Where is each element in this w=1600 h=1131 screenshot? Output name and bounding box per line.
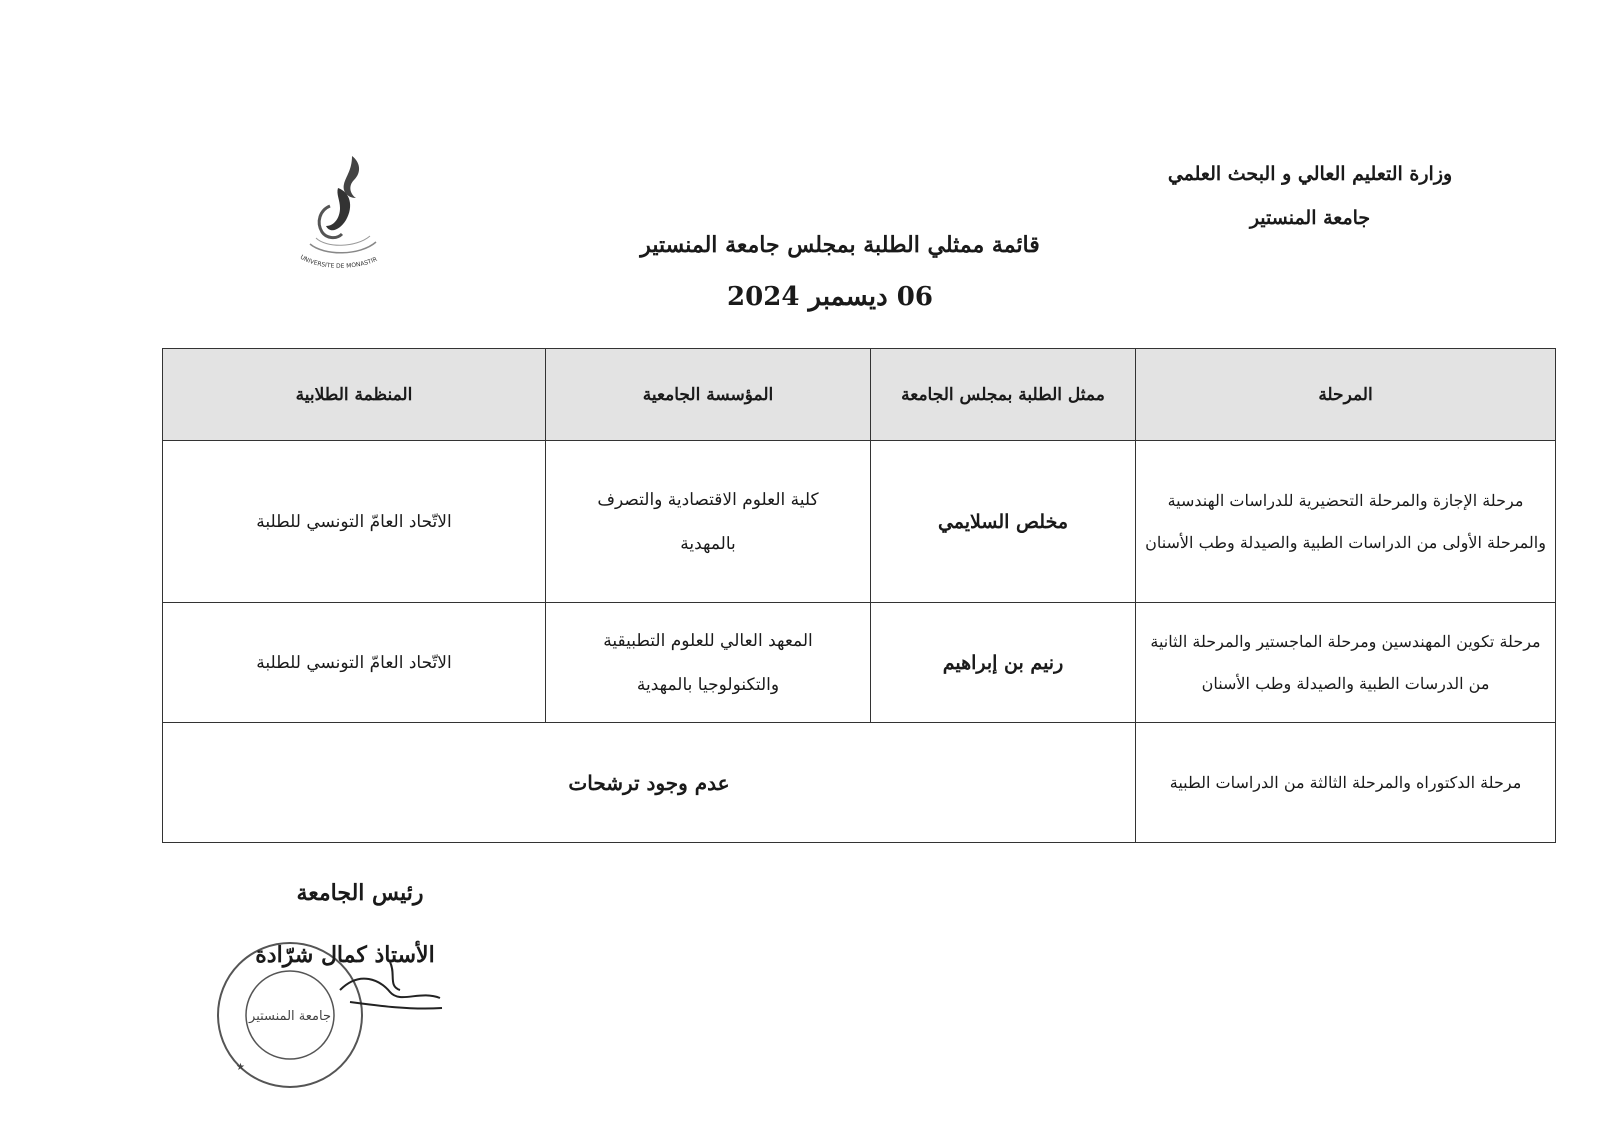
stage-cell [1136, 441, 1556, 603]
ministry-header [1160, 152, 1460, 240]
page-title: قائمة ممثلي الطلبة بمجلس جامعة المنستير [640, 232, 1040, 258]
signature-title: رئيس الجامعة [296, 880, 424, 906]
stage-line: من الدرسات الطبية والصيدلة وطب الأسنان [1201, 673, 1490, 693]
stage-line: والمرحلة الأولى من الدراسات الطبية والصيدلة وطب الأسنان [1145, 532, 1546, 552]
stamp-ring-text [205, 930, 211, 933]
stage-cell [1136, 603, 1556, 723]
institution-cell [546, 441, 871, 603]
institution-cell [546, 603, 871, 723]
svg-text:UNIVERSITE DE MONASTIR [299, 254, 378, 270]
header-institution: المؤسسة الجامعية [546, 349, 871, 441]
university-name: جامعة المنستير [1249, 207, 1371, 229]
institution-line: المعهد العالي للعلوم التطبيقية [603, 630, 813, 651]
logo-icon [290, 148, 400, 278]
institution-line: والتكنولوجيا بالمهدية [636, 674, 780, 695]
institution-line: كلية العلوم الاقتصادية والتصرف [597, 489, 819, 510]
no-candidates-cell: عدم وجود ترشحات [163, 723, 1136, 843]
stage-line: مرحلة الإجازة والمرحلة التحضيرية للدراسات الهندسية [1167, 490, 1524, 510]
stamp-center-text: جامعة المنستير [249, 1009, 331, 1024]
table-row [163, 441, 1556, 603]
document-date: 06 ديسمبر 2024 [727, 282, 933, 312]
institution-line: بالمهدية [680, 533, 736, 554]
table-row [163, 723, 1556, 843]
representatives-table [162, 348, 1556, 843]
representative-cell: مخلص السلايمي [871, 441, 1136, 603]
organization-cell: الاتّحاد العامّ التونسي للطلبة [163, 441, 546, 603]
header-organization: المنظمة الطلابية [163, 349, 546, 441]
signatory-name: الأستاذ كمال شرّادة [255, 942, 435, 968]
stage-line: مرحلة تكوين المهندسين ومرحلة الماجستير والمرحلة الثانية [1150, 631, 1541, 651]
svg-text:★: ★ [236, 1062, 245, 1073]
organization-cell: الاتّحاد العامّ التونسي للطلبة [163, 603, 546, 723]
header-representative: ممثل الطلبة بمجلس الجامعة [871, 349, 1136, 441]
stage-cell: مرحلة الدكتوراه والمرحلة الثالثة من الدراسات الطبية [1136, 723, 1556, 843]
logo-caption: UNIVERSITE DE MONASTIR [298, 253, 379, 270]
table-row [163, 603, 1556, 723]
handwritten-signature [330, 950, 450, 1020]
table-header-row [163, 349, 1556, 441]
ministry-name: وزارة التعليم العالي و البحث العلمي [1167, 163, 1453, 185]
university-logo [290, 148, 400, 278]
svg-text:وزارة التعليم العالي والبحث ال [205, 930, 211, 933]
header-stage: المرحلة [1136, 349, 1556, 441]
representative-cell: رنيم بن إبراهيم [871, 603, 1136, 723]
signature-icon [330, 950, 450, 1020]
